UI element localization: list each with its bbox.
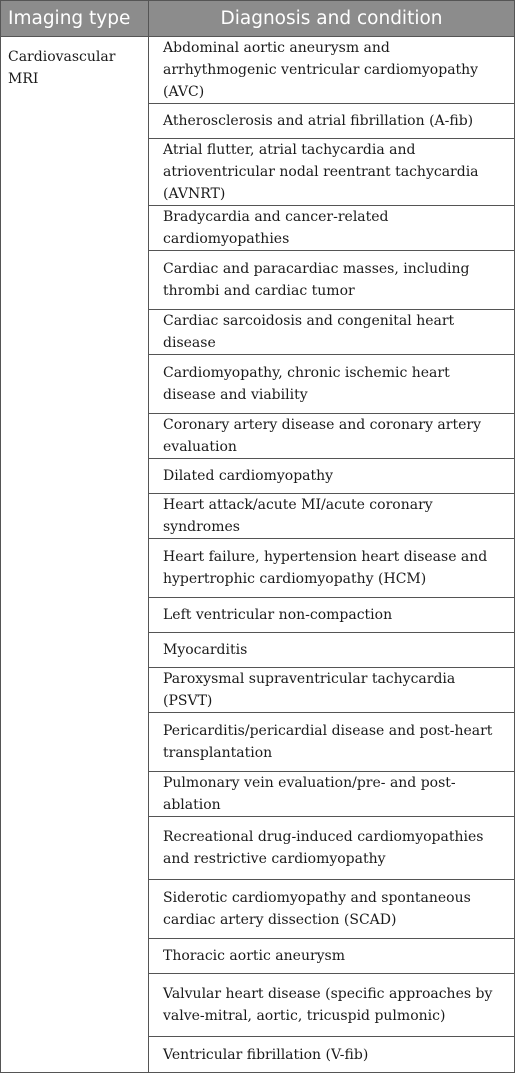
condition-cell: Heart failure, hypertension heart disease and hypertrophic cardiomyopathy (HCM) [149, 539, 515, 598]
condition-cell: Ventricular fibrillation (V-fib) [149, 1037, 515, 1073]
header-row [1, 1, 515, 37]
condition-cell: Thoracic aortic aneurysm [149, 939, 515, 974]
condition-cell: Pericarditis/pericardial disease and post-heart transplantation [149, 713, 515, 772]
condition-cell: Bradycardia and cancer-related cardiomyopathies [149, 206, 515, 251]
condition-cell: Coronary artery disease and coronary artery evaluation [149, 414, 515, 459]
imaging-type-cell: Cardiovascular MRI [1, 37, 149, 1073]
condition-cell: Cardiac sarcoidosis and congenital heart disease [149, 310, 515, 355]
table-row [1, 37, 515, 104]
condition-cell: Dilated cardiomyopathy [149, 459, 515, 494]
condition-cell: Paroxysmal supraventricular tachycardia (PSVT) [149, 668, 515, 713]
condition-cell: Valvular heart disease (specific approaches by valve-mitral, aortic, tricuspid pulmonic) [149, 974, 515, 1037]
header-imaging-type: Imaging type [1, 1, 149, 37]
condition-cell: Cardiac and paracardiac masses, including thrombi and cardiac tumor [149, 251, 515, 310]
condition-cell: Atrial flutter, atrial tachycardia and atrioventricular nodal reentrant tachycardia (AVNRT) [149, 139, 515, 206]
condition-cell: Abdominal aortic aneurysm and arrhythmogenic ventricular cardiomyopathy (AVC) [149, 37, 515, 104]
condition-cell: Left ventricular non-compaction [149, 598, 515, 633]
condition-cell: Myocarditis [149, 633, 515, 668]
header-diagnosis-condition: Diagnosis and condition [149, 1, 515, 37]
condition-cell: Recreational drug-induced cardiomyopathies and restrictive cardiomyopathy [149, 817, 515, 880]
condition-cell: Atherosclerosis and atrial fibrillation (A-fib) [149, 104, 515, 139]
condition-cell: Siderotic cardiomyopathy and spontaneous cardiac artery dissection (SCAD) [149, 880, 515, 939]
condition-cell: Pulmonary vein evaluation/pre- and post-ablation [149, 772, 515, 817]
condition-cell: Heart attack/acute MI/acute coronary syndromes [149, 494, 515, 539]
condition-cell: Cardiomyopathy, chronic ischemic heart disease and viability [149, 355, 515, 414]
